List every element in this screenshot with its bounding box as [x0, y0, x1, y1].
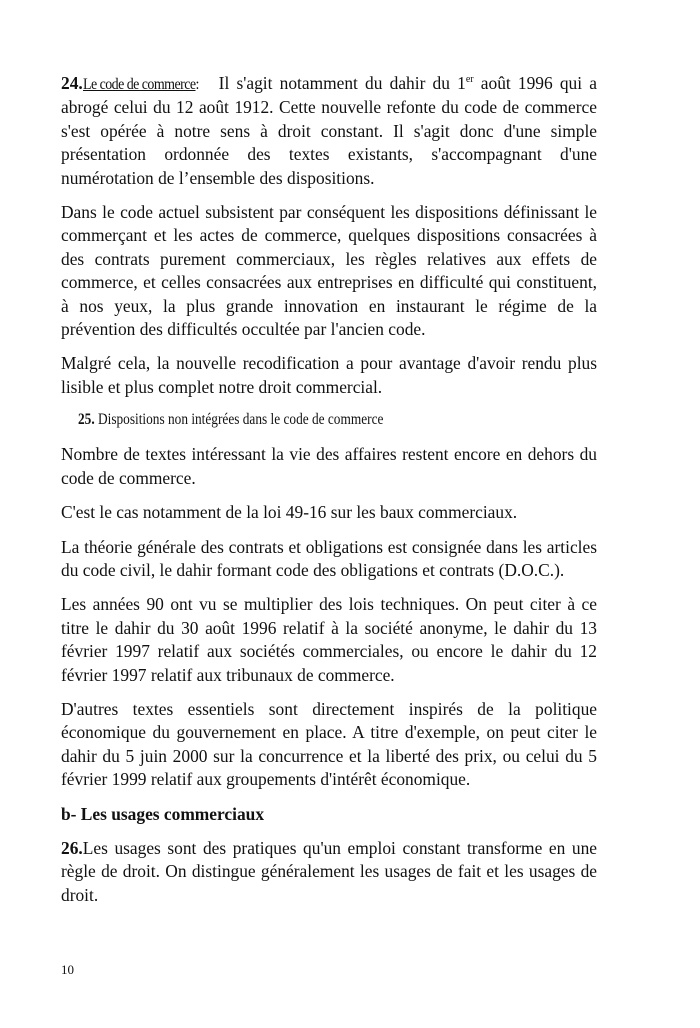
subsection-title: Dispositions non intégrées dans le code de commerce [94, 411, 384, 429]
paragraph-26 [61, 837, 597, 907]
paragraph-nombre: Nombre de textes intéressant la vie des affaires restent encore en dehors du code de commerce. [61, 444, 597, 488]
paragraph-theorie: La théorie générale des contrats et obligations est consignée dans les articles du code civil, le dahir formant code des obligations et contrats (D.O.C.). [61, 536, 597, 580]
paragraph-autres: D'autres textes essentiels sont directement inspirés de la politique économique du gouvernement en place. A titre d'exemple, on peut citer le dahir du 5 juin 2000 sur la concurrence et la liberté des prix, ou celui du 5 février 1999 relatif aux groupements d'intérêt économique. [61, 698, 597, 790]
paragraph-number: 24. [61, 73, 83, 93]
paragraph-cas: C'est le cas notamment de la loi 49-16 sur les baux commerciaux. [61, 502, 518, 523]
paragraph-text: Les usages sont des pratiques qu'un emploi constant transforme en une règle de droit. On distingue généralement les usages de fait et les usages de droit. [61, 837, 597, 905]
section-heading: b- Les usages commerciaux [61, 803, 265, 824]
paragraph-number: 26. [61, 837, 83, 858]
paragraph-heading: Le code de commerce: [82, 76, 199, 93]
subsection-25-heading [78, 410, 597, 430]
paragraph-24 [61, 72, 597, 190]
paragraph-text-cont: août 1996 qui a abrogé celui du 12 août 1912. Cette nouvelle refonte du code de commerce s'est opérée à notre sens à droit constant. Il s'agit donc d'une simple présentation ordonnée des textes existants, s'accompagnant d'une numérotation de l’ensemble des dispositions. [61, 73, 597, 188]
superscript: er [465, 74, 474, 86]
subsection-number: 25. [78, 411, 95, 429]
page-number: 10 [61, 962, 74, 977]
paragraph-malgre: Malgré cela, la nouvelle recodification a pour avantage d'avoir rendu plus lisible et plus complet notre droit commercial. [61, 353, 597, 397]
paragraph-text: Il s'agit notamment du dahir du 1 [211, 73, 466, 93]
paragraph-code-actuel: Dans le code actuel subsistent par conséquent les dispositions définissant le commerçant et les actes de commerce, quelques dispositions consacrées à des contrats purement commerciaux, les règles relatives aux effets de commerce, et celles consacrées aux entreprises en difficulté qui constituent, à nos yeux, la plus grande innovation en instaurant le régime de la prévention des difficultés occultée par l'ancien code. [61, 202, 597, 340]
paragraph-annees: Les années 90 ont vu se multiplier des lois techniques. On peut citer à ce titre le dahir du 30 août 1996 relatif à la société anonyme, le dahir du 13 février 1997 relatif aux sociétés commerciales, ou encore le dahir du 12 février 1997 relatif aux tribunaux de commerce. [61, 594, 597, 685]
page-body [61, 72, 597, 918]
